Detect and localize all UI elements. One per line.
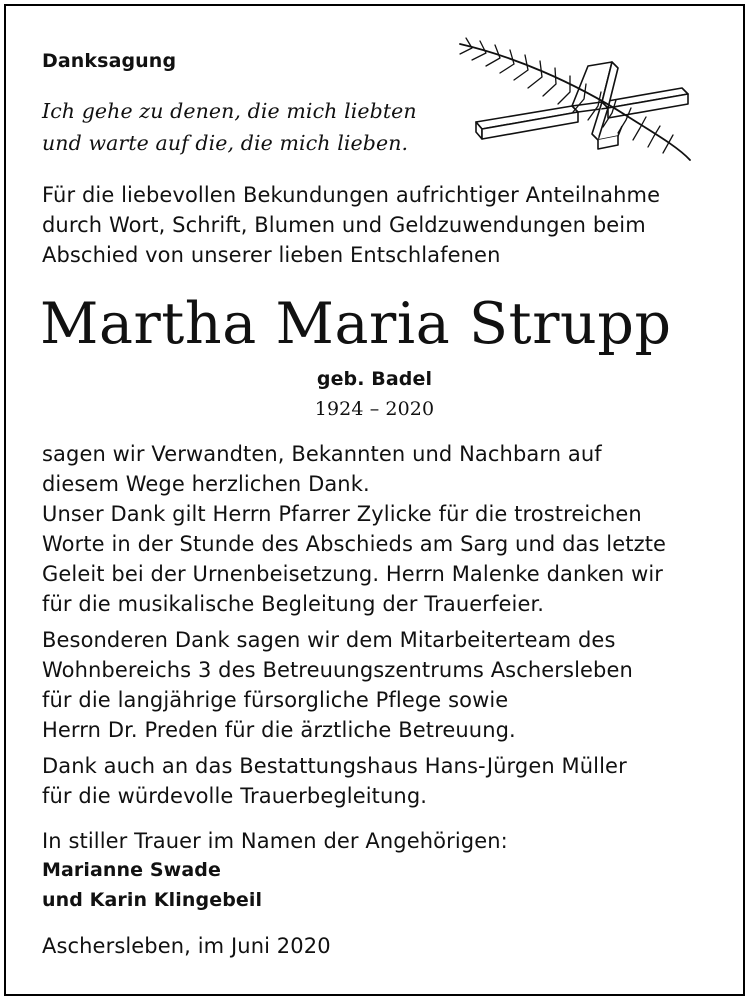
closing-line: In stiller Trauer im Namen der Angehörigen: — [42, 829, 508, 853]
body-line: Dank auch an das Bestattungshaus Hans-Jürgen Müller — [42, 754, 627, 778]
body-line: Besonderen Dank sagen wir dem Mitarbeiterteam des — [42, 628, 616, 652]
intro-line-2: durch Wort, Schrift, Blumen und Geldzuwendungen beim — [42, 213, 646, 237]
body-line: Geleit bei der Urnenbeisetzung. Herrn Malenke danken wir — [42, 562, 664, 586]
life-years: 1924 – 2020 — [314, 398, 435, 420]
body-line: für die musikalische Begleitung der Trauerfeier. — [42, 592, 545, 616]
heading: Danksagung — [42, 50, 177, 72]
birth-name: geb. Badel — [316, 368, 433, 390]
palm-branch-and-cross-icon — [452, 36, 722, 166]
place-date: Aschersleben, im Juni 2020 — [42, 934, 331, 958]
body-line: diesem Wege herzlichen Dank. — [42, 472, 370, 496]
quote-line-1: Ich gehe zu denen, die mich liebten — [42, 99, 417, 123]
body-line: für die würdevolle Trauerbegleitung. — [42, 784, 428, 808]
body-line: Herrn Dr. Preden für die ärztliche Betreuung. — [42, 718, 516, 742]
intro-line-1: Für die liebevollen Bekundungen aufrichtiger Anteilnahme — [42, 183, 661, 207]
quote-line-2: und warte auf die, die mich lieben. — [42, 131, 409, 155]
intro-line-3: Abschied von unserer lieben Entschlafenen — [42, 243, 501, 267]
body-line: Wohnbereichs 3 des Betreuungszentrums Aschersleben — [42, 658, 633, 682]
body-line: Unser Dank gilt Herrn Pfarrer Zylicke für die trostreichen — [42, 502, 642, 526]
body-line: Worte in der Stunde des Abschieds am Sarg und das letzte — [42, 532, 667, 556]
body-line: für die langjährige fürsorgliche Pflege sowie — [42, 688, 509, 712]
signer-2: und Karin Klingebeil — [42, 889, 263, 911]
signer-1: Marianne Swade — [42, 859, 221, 881]
deceased-name: Martha Maria Strupp — [40, 291, 672, 357]
body-line: sagen wir Verwandten, Bekannten und Nachbarn auf — [42, 442, 602, 466]
